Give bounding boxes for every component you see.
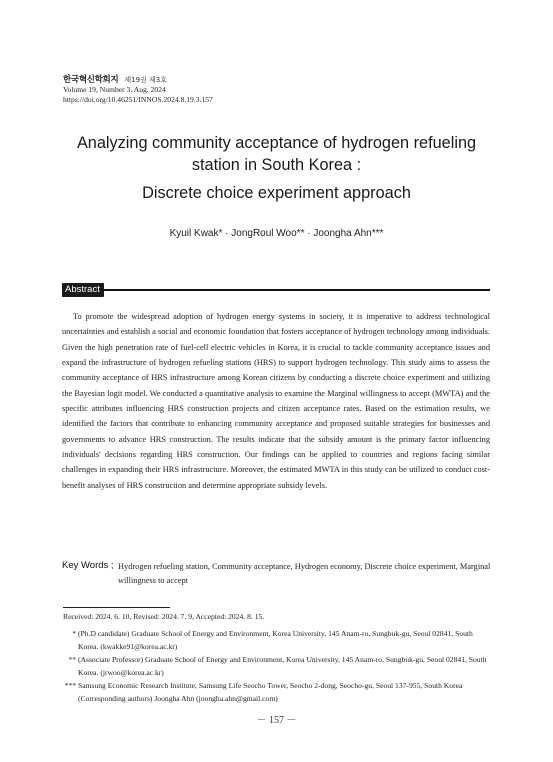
keywords-text: Hydrogen refueling station, Community acceptance, Hydrogen economy, Discrete choice experiment, Marginal willingness to accept xyxy=(118,562,491,585)
abstract-divider xyxy=(63,289,490,291)
footnote-mark: *** xyxy=(64,681,76,690)
journal-volume-en: Volume 19, Number 3, Aug. 2024 xyxy=(63,85,166,94)
footnote-author-3 xyxy=(64,679,489,705)
journal-header xyxy=(63,73,213,105)
keywords-label: Key Words ; xyxy=(62,560,114,571)
received-dates: Received: 2024. 6. 10, Revised: 2024. 7. 9, Accepted: 2024. 8. 15. xyxy=(63,612,265,621)
journal-name: 한국혁신학회지 xyxy=(63,75,119,85)
footnote-text: (Associate Professor) Graduate School of Energy and Environment, Korea University, 145 Anam-ro, Sungbuk-gu, Seoul 02841, South Korea. (jrwoo@korea.ac.kr) xyxy=(78,655,487,677)
paper-subtitle: Discrete choice experiment approach xyxy=(142,184,411,202)
paper-title-line1: Analyzing community acceptance of hydrogen refueling xyxy=(76,134,477,152)
footnote-author-2 xyxy=(68,653,489,679)
footnote-text: (Ph.D candidate) Graduate School of Energy and Environment, Korea University, 145 Anam-ro, Sungbuk-gu, Seoul 02841, South Korea. (kwakke91@korea.ac.kr) xyxy=(78,629,473,651)
author-list: Kyuil Kwak* · JongRoul Woo** · Joongha Ahn*** xyxy=(169,228,384,239)
page-number: － 157 － xyxy=(256,715,297,726)
footnote-mark: * xyxy=(72,629,76,638)
abstract-label: Abstract xyxy=(62,283,104,297)
footnote-text: Samsung Economic Research Institute, Samsung Life Seocho Tower, Seocho 2-dong, Seocho-gu, Seoul 137-955, South Korea (Corresponding authors) Joongha Ahn (joongha.ahn@gmail.com) xyxy=(78,681,463,703)
footnote-divider xyxy=(63,607,170,608)
journal-volume-ko: 제19권 제3호 xyxy=(124,76,168,84)
paper-title-line2: station in South Korea : xyxy=(191,156,362,174)
footnote-author-1 xyxy=(72,627,489,653)
abstract-text: To promote the widespread adoption of hydrogen energy systems in society, it is imperative to address technological uncertainties and establish a social and economic foundation that fosters acceptance of hydrogen technology among individuals. Given the high penetration rate of fuel-cell electric vehicles in Korea, it is crucial to tackle community acceptance issues and expand the infrastructure of hydrogen refueling stations (HRS) to support hydrogen technology. This study aims to assess the community acceptance of HRS infrastructure among Korean citizens by conducting a discrete choice experiment and utilizing the Bayesian logit model. We conducted a quantitative analysis to examine the Marginal willingness to accept (MWTA) and the specific attributes influencing HRS construction projects and citizen acceptance rates. Based on the estimation results, we identified the factors that contribute to enhancing community acceptance and proposed suitable strategies for businesses and governments to advance HRS construction. The results indicate that the subsidy amount is the primary factor influencing individuals' decisions regarding HRS construction. Our findings can be applied to countries and regions facing similar challenges in expanding their HRS infrastructure. Moreover, the estimated MWTA in this study can be utilized to conduct cost-benefit analyses of HRS construction and determine appropriate subsidy levels. xyxy=(62,312,490,490)
doi-link[interactable]: https://doi.org/10.46251/INNOS.2024.8.19.3.157 xyxy=(63,95,213,104)
footnote-mark: ** xyxy=(68,655,76,664)
